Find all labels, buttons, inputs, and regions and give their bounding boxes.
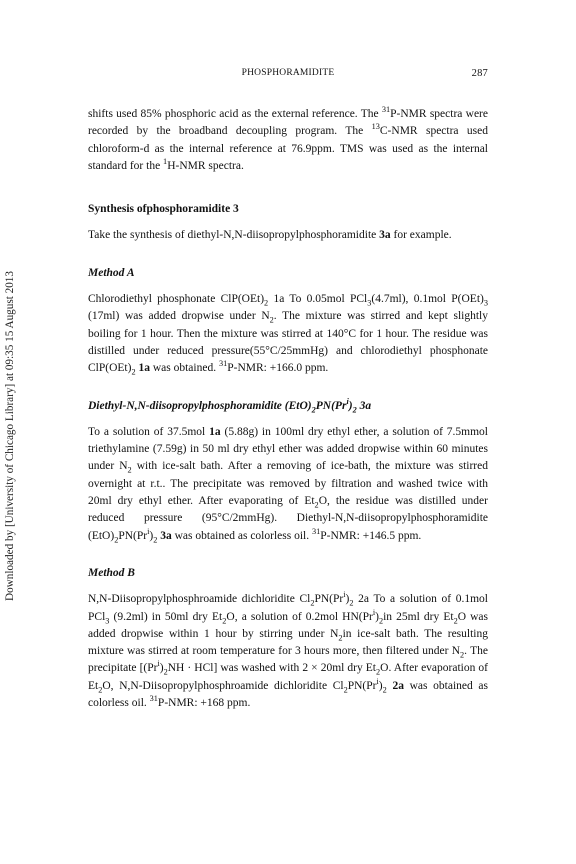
running-title: PHOSPHORAMIDITE: [241, 68, 335, 78]
method-a-heading: Method A: [88, 266, 135, 279]
method-a-paragraph: [88, 291, 488, 377]
text-run: PN(Pr: [118, 529, 148, 542]
text-run: ): [348, 399, 353, 412]
superscript: 31: [311, 526, 321, 536]
text-run: C-NMR spectra used chloroform-d as the internal reference at 76.9ppm. TMS was used as the internal standard for the: [88, 125, 489, 172]
text-run: O was added dropwise within 1 hour by stirring under N: [88, 610, 489, 640]
method-b-paragraph: [88, 591, 488, 712]
superscript: i: [346, 396, 349, 406]
text-run: . The precipitate [(Pr: [88, 645, 488, 675]
text-run: in 25ml dry Et: [383, 610, 454, 623]
text-run: Diethyl-N,N-diisopropylphosphoramidite (EtO): [88, 399, 312, 412]
text-run: PN(Pr: [314, 593, 344, 606]
subscript: 2: [343, 685, 348, 695]
text-run: P-NMR spectra were recorded by the broadband decoupling program. The: [88, 108, 488, 138]
intro-paragraph: [88, 106, 488, 175]
text-run: (9.2ml) in 50ml dry Et: [109, 610, 223, 623]
text-run: 2a To a solution of 0.1mol PCl: [88, 593, 488, 623]
subscript: 2: [382, 685, 387, 695]
page-number: 287: [471, 68, 488, 79]
compound-label: 2a: [392, 679, 404, 692]
subscript: 3: [483, 298, 488, 308]
text-run: O, the residue was distilled under reduced pressure (95°C/2mmHg). Diethyl-N,N-diisopropylphosphoramidite (EtO): [88, 495, 488, 542]
superscript: 31: [381, 105, 391, 115]
text-run: NH · HCl] was washed with 2 × 20ml dry Et: [167, 662, 377, 675]
subscript: 3: [367, 298, 372, 308]
subscript: 2: [378, 615, 384, 625]
text-run: P-NMR: +168 ppm.: [157, 697, 251, 710]
superscript: i: [157, 659, 160, 669]
text-run: 3a: [356, 399, 372, 412]
compound-label: 3a: [379, 229, 391, 242]
text-run: in ice-salt bath. The resulting mixture was stirred at room temperature for 3 hours more, then filtered under N: [88, 627, 488, 658]
subscript: 2: [352, 404, 357, 414]
text-run: P-NMR: +166.0 ppm.: [227, 362, 329, 375]
page-body: [88, 106, 488, 712]
superscript: i: [376, 676, 379, 686]
subscript: 2: [98, 685, 103, 695]
synthesis-paragraph: [88, 227, 488, 244]
subscript: 2: [269, 315, 274, 325]
text-run: H-NMR spectra.: [167, 159, 244, 172]
text-run: ): [159, 662, 164, 675]
text-run: Take the synthesis of diethyl-N,N-diisopropylphosphoramidite: [88, 229, 380, 242]
superscript: i: [343, 590, 346, 600]
page-header: [88, 68, 488, 82]
compound-label: 1a: [209, 425, 221, 438]
text-run: (17ml) was added dropwise under N: [88, 310, 270, 323]
superscript: i: [372, 607, 376, 617]
text-run: (5.88g) in 100ml dry ethyl ether, a solution of 7.5mmol triethylamine (7.59g) in 50 ml dry ethyl ether was added dropwise within 60 minutes under N: [88, 425, 488, 473]
subscript: 2: [376, 667, 381, 677]
subscript: 2: [314, 500, 319, 510]
subscript: 2: [349, 598, 354, 608]
text-run: ): [345, 593, 350, 606]
text-run: for example.: [390, 229, 452, 242]
text-run: was obtained as colorless oil.: [88, 679, 488, 710]
subscript: 2: [153, 534, 158, 544]
text-run: N,N-Diisopropylphosphroamide dichloridite Cl: [88, 593, 311, 606]
text-run: (4.7ml), 0.1mol P(OEt): [371, 293, 484, 306]
subscript: 2: [127, 465, 132, 475]
subscript: 2: [338, 633, 343, 643]
superscript: 31: [218, 359, 228, 369]
subscript: 2: [453, 615, 458, 625]
text-run: PN(Pr: [347, 679, 377, 692]
text-run: Chlorodiethyl phosphonate ClP(OEt): [88, 293, 265, 306]
text-run: O, N,N-Diisopropylphosphroamide dichloridite Cl: [102, 679, 344, 692]
compound-label: 3a: [160, 529, 172, 542]
superscript: 31: [149, 694, 158, 704]
text-run: O, a solution of 0.2mol HN(Pr: [226, 610, 373, 623]
subscript: 2: [264, 298, 269, 308]
superscript: i: [147, 526, 150, 536]
compound-label: 1a: [138, 362, 150, 375]
text-run: ): [375, 610, 379, 623]
text-run: P-NMR: +146.5 ppm.: [320, 529, 422, 542]
text-run: was obtained as colorless oil.: [171, 529, 312, 542]
subscript: 2: [131, 367, 136, 377]
section-heading-synthesis: Synthesis ofphosphoramidite 3: [88, 203, 239, 216]
superscript: 1: [163, 157, 168, 167]
text-run: . The mixture was stirred and kept slightly boiling for 1 hour. Then the mixture was stirred at 140°C for 1 hour. The residue was distilled under reduced pressure(55°C/25mmHg) and chlorodiethyl phosphonate ClP(OEt): [88, 310, 488, 375]
text-run: 1a To 0.05mol PCl: [268, 293, 368, 306]
subscript: 2: [311, 404, 316, 414]
subscript: 2: [163, 667, 168, 677]
text-run: shifts used 85% phosphoric acid as the external reference. The: [88, 108, 382, 120]
text-run: ): [149, 529, 154, 542]
subscript: 3: [105, 615, 110, 625]
subscript: 2: [114, 534, 119, 544]
subscript: 2: [222, 615, 227, 625]
subscript: 2: [310, 598, 315, 608]
text-run: To a solution of 37.5mol: [88, 425, 210, 438]
subscript: 2: [460, 650, 465, 660]
text-run: ): [378, 679, 383, 692]
compound-3a-heading: [88, 398, 488, 415]
compound-3a-paragraph: [88, 424, 488, 545]
text-run: O. After evaporation of Et: [88, 662, 488, 692]
text-run: with ice-salt bath. After a removing of ice-bath, the mixture was stirred overnight at r.t.. The precipitate was removed by filtration and washed twice with 20ml dry ethyl ether. After evaporating of Et: [88, 460, 488, 508]
download-notice-sidebar: [0, 236, 20, 636]
text-run: PN(Pr: [315, 399, 347, 412]
method-b-heading: Method B: [88, 566, 135, 579]
download-notice: Downloaded by [University of Chicago Library] at 09:35 15 August 2013: [4, 271, 17, 601]
superscript: 13: [371, 122, 380, 132]
text-run: was obtained.: [149, 362, 219, 375]
